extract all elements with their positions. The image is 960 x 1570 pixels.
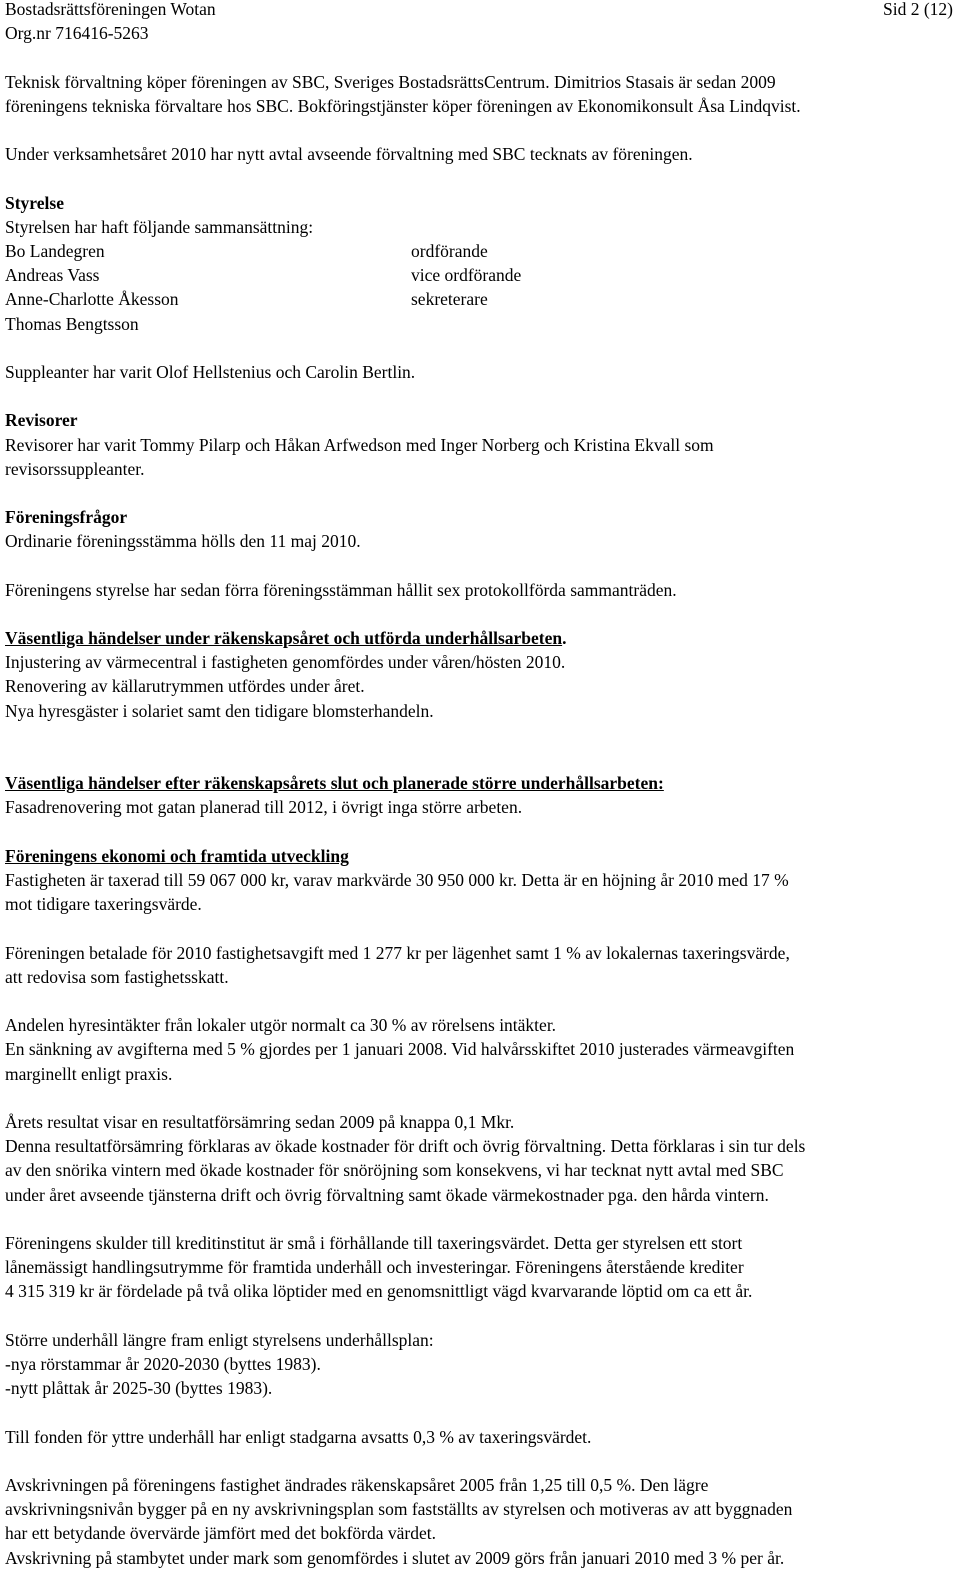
intro-line: Under verksamhetsåret 2010 har nytt avtal avseende förvaltning med SBC tecknats av föreningen. — [5, 144, 693, 165]
economy-line: Avskrivningen på föreningens fastighet ändrades räkenskapsåret 2005 från 1,25 till 0,5 %. Den lägre — [5, 1475, 709, 1496]
economy-line: under året avseende tjänsterna drift och övrig förvaltning samt ökade värmekostnader pga. den hårda vintern. — [5, 1184, 769, 1205]
board-member-row — [5, 239, 960, 263]
economy-line: Större underhåll längre fram enligt styrelsens underhållsplan: — [5, 1329, 434, 1350]
events-line: Injustering av värmecentral i fastigheten genomfördes under våren/hösten 2010. — [5, 652, 566, 673]
association-line: Föreningens styrelse har sedan förra föreningsstämman hållit sex protokollförda sammanträden. — [5, 579, 677, 600]
economy-line: lånemässigt handlingsutrymme för framtida underhåll och investeringar. Föreningens återstående krediter — [5, 1257, 744, 1278]
intro-line: Teknisk förvaltning köper föreningen av SBC, Sveriges BostadsrättsCentrum. Dimitrios Stasais är sedan 2009 — [5, 71, 776, 92]
economy-line: En sänkning av avgifterna med 5 % gjordes per 1 januari 2008. Vid halvårsskiftet 2010 justerades värmeavgiften — [5, 1039, 795, 1060]
economy-line: att redovisa som fastighetsskatt. — [5, 966, 229, 987]
board-member-name: Andreas Vass — [5, 265, 100, 286]
economy-line: Andelen hyresintäkter från lokaler utgör normalt ca 30 % av rörelsens intäkter. — [5, 1015, 557, 1036]
intro-line: föreningens tekniska förvaltare hos SBC. Bokföringstjänster köper föreningen av Ekonomikonsult Åsa Lindqvist. — [5, 95, 801, 116]
association-heading: Föreningsfrågor — [5, 507, 128, 528]
events-heading-suffix: . — [562, 628, 567, 649]
board-deputies: Suppleanter har varit Olof Hellstenius och Carolin Bertlin. — [5, 361, 416, 382]
board-member-role: sekreterare — [411, 289, 488, 310]
events-heading-line — [5, 626, 960, 650]
auditors-line: Revisorer har varit Tommy Pilarp och Håkan Arfwedson med Inger Norberg och Kristina Ekvall som — [5, 434, 714, 455]
document-page — [5, 0, 960, 1570]
board-member-role: vice ordförande — [411, 265, 522, 286]
board-member-name: Anne-Charlotte Åkesson — [5, 289, 179, 310]
board-heading: Styrelse — [5, 192, 64, 213]
events-line: Nya hyresgäster i solariet samt den tidigare blomsterhandeln. — [5, 700, 434, 721]
economy-line: Föreningens skulder till kreditinstitut är små i förhållande till taxeringsvärdet. Detta ger styrelsen ett stort — [5, 1233, 743, 1254]
economy-line: Årets resultat visar en resultatförsämring sedan 2009 på knappa 0,1 Mkr. — [5, 1112, 515, 1133]
economy-line: 4 315 319 kr är fördelade på två olika löptider med en genomsnittligt vägd kvarvarande löptid om ca ett år. — [5, 1281, 753, 1302]
events-heading: Väsentliga händelser under räkenskapsåret och utförda underhållsarbeten — [5, 628, 563, 649]
auditors-heading: Revisorer — [5, 410, 78, 431]
org-name: Bostadsrättsföreningen Wotan — [5, 0, 216, 19]
association-line: Ordinarie föreningsstämma hölls den 11 maj 2010. — [5, 531, 361, 552]
board-intro: Styrelsen har haft följande sammansättning: — [5, 216, 314, 237]
economy-line: Avskrivning på stambytet under mark som genomfördes i slutet av 2009 görs från januari 2010 med 3 % per år. — [5, 1547, 785, 1568]
economy-line: har ett betydande övervärde jämfört med det bokförda värdet. — [5, 1523, 436, 1544]
economy-line: avskrivningsnivån bygger på en ny avskrivningsplan som fastställts av styrelsen och motiveras av att byggnaden — [5, 1499, 793, 1520]
economy-line: -nya rörstammar år 2020-2030 (byttes 1983). — [5, 1354, 321, 1375]
economy-line: Denna resultatförsämring förklaras av ökade kostnader för drift och övrig förvaltning. Detta förklaras i sin tur dels — [5, 1136, 806, 1157]
board-member-name: Thomas Bengtsson — [5, 313, 139, 334]
economy-line: -nytt plåttak år 2025-30 (byttes 1983). — [5, 1378, 273, 1399]
economy-line: mot tidigare taxeringsvärde. — [5, 894, 202, 915]
economy-line: Fastigheten är taxerad till 59 067 000 kr, varav markvärde 30 950 000 kr. Detta är en höjning år 2010 med 17 % — [5, 870, 789, 891]
after-heading: Väsentliga händelser efter räkenskapsårets slut och planerade större underhållsarbeten: — [5, 773, 664, 794]
economy-heading: Föreningens ekonomi och framtida utveckling — [5, 845, 349, 866]
board-member-row — [5, 263, 960, 287]
page-number: Sid 2 (12) — [883, 0, 953, 19]
after-line: Fasadrenovering mot gatan planerad till 2012, i övrigt inga större arbeten. — [5, 797, 523, 818]
org-number: Org.nr 716416-5263 — [5, 23, 149, 44]
economy-line: marginellt enligt praxis. — [5, 1063, 173, 1084]
auditors-line: revisorssuppleanter. — [5, 458, 145, 479]
board-member-row — [5, 287, 960, 311]
economy-line: Till fonden för yttre underhåll har enligt stadgarna avsatts 0,3 % av taxeringsvärdet. — [5, 1426, 592, 1447]
economy-line: Föreningen betalade för 2010 fastighetsavgift med 1 277 kr per lägenhet samt 1 % av lokalernas taxeringsvärde, — [5, 942, 790, 963]
economy-line: av den snörika vintern med ökade kostnader för snöröjning som konsekvens, vi har tecknat nytt avtal med SBC — [5, 1160, 784, 1181]
board-member-role: ordförande — [411, 240, 488, 261]
events-line: Renovering av källarutrymmen utfördes under året. — [5, 676, 365, 697]
board-member-name: Bo Landegren — [5, 240, 105, 261]
page-header — [5, 0, 960, 21]
board-member-row — [5, 312, 960, 336]
